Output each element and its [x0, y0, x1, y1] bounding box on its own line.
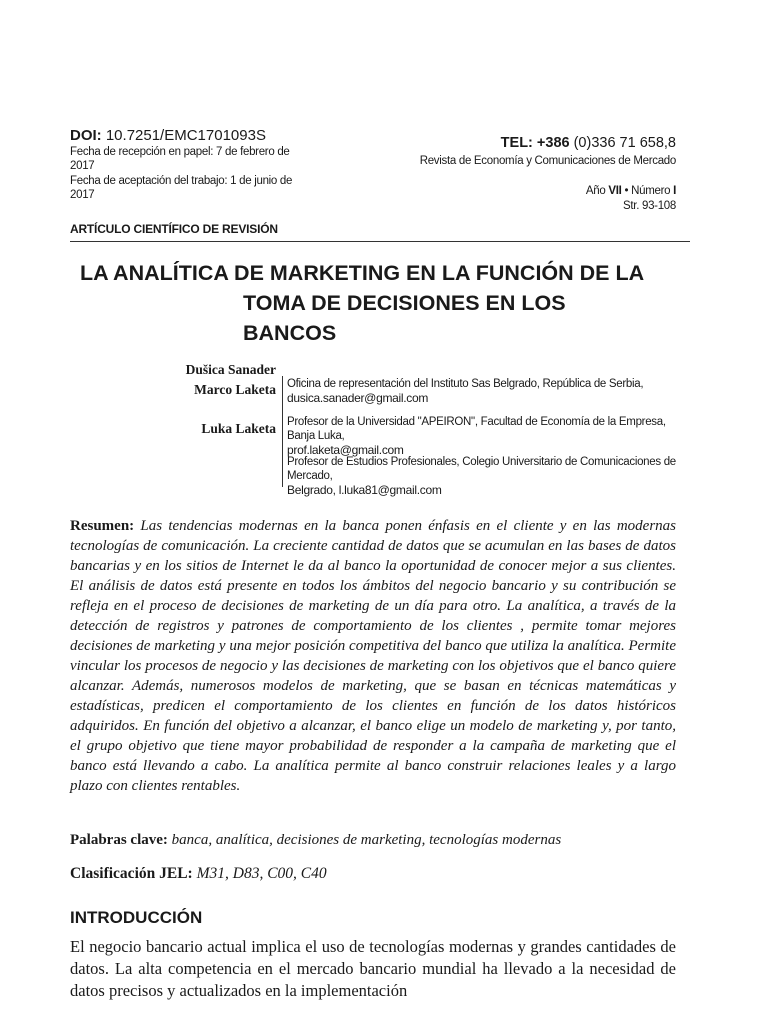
- paper-title: [80, 258, 720, 348]
- affiliation-text: Oficina de representación del Instituto Sas Belgrado, República de Serbia,: [287, 378, 644, 390]
- affiliation-email[interactable]: dusica.sanader@gmail.com: [287, 391, 429, 405]
- header-left: [70, 127, 300, 202]
- affiliation: [287, 377, 687, 405]
- keywords: [70, 830, 690, 850]
- section-heading: INTRODUCCIÓN: [70, 908, 203, 927]
- doi-value[interactable]: 10.7251/EMC1701093S: [101, 127, 266, 144]
- tel-line: [416, 135, 676, 152]
- accepted-date: Fecha de aceptación del trabajo: 1 de junio de 2017: [70, 175, 293, 201]
- issue-separator: •: [621, 185, 632, 197]
- issue-number-label: Número: [631, 185, 674, 197]
- header-right: [416, 135, 676, 213]
- title-line-1: LA ANALÍTICA DE MARKETING EN LA FUNCIÓN DE LA: [80, 261, 645, 285]
- abstract-label: Resumen:: [70, 518, 135, 534]
- keywords-label: Palabras clave:: [70, 832, 168, 848]
- affiliation-email[interactable]: prof.laketa@gmail.com: [287, 443, 404, 457]
- journal-name: Revista de Economía y Comunicaciones de Mercado: [419, 155, 676, 167]
- tel-label: TEL: +386: [500, 135, 570, 151]
- abstract: [70, 516, 676, 796]
- author-name: Luka Laketa: [201, 421, 276, 436]
- affiliation: [287, 415, 687, 457]
- received-date: Fecha de recepción en papel: 7 de febrero de 2017: [70, 146, 290, 172]
- header-divider: [70, 241, 690, 242]
- tel-value: (0)336 71 658,8: [569, 135, 676, 151]
- issue-number: I: [673, 185, 676, 197]
- jel-classification: [70, 864, 690, 884]
- affiliation-divider: [282, 376, 283, 487]
- jel-codes: M31, D83, C00, C40: [192, 865, 327, 882]
- affiliation: [287, 455, 687, 497]
- article-type: ARTÍCULO CIENTÍFICO DE REVISIÓN: [70, 222, 278, 236]
- title-line-2: TOMA DE DECISIONES EN LOS: [243, 291, 566, 315]
- issue-year: VII: [608, 185, 622, 197]
- affiliation-email[interactable]: Belgrado, l.luka81@gmail.com: [287, 483, 442, 497]
- author-name: Marco Laketa: [194, 382, 276, 397]
- doi-label: DOI:: [70, 127, 102, 144]
- issue-line: [416, 184, 676, 198]
- affiliation-text: Profesor de la Universidad "APEIRON", Facultad de Economía de la Empresa, Banja Luka,: [287, 416, 666, 442]
- affiliation-text: Profesor de Estudios Profesionales, Colegio Universitario de Comunicaciones de Mercado,: [287, 456, 676, 482]
- keywords-text: banca, analítica, decisiones de marketing, tecnologías modernas: [167, 832, 562, 848]
- issue-year-label: Año: [585, 185, 609, 197]
- abstract-text: Las tendencias modernas en la banca ponen énfasis en el cliente y en las modernas tecnologías de comunicación. La creciente cantidad de datos que se acumulan en las bases de datos bancarias y en los sitios de Internet le da al banco la oportunidad de conocer mejor a sus clientes. El análisis de datos está presente en todos los ámbitos del negocio bancario y su contribución se refleja en el proceso de decisiones de marketing de un día para otro. La analítica, a través de la detección de registros y patrones de comportamiento de los clientes , permite tomar mejores decisiones de marketing y una mejor posición competitiva del banco que utiliza la analítica. Permite vincular los procesos de negocio y las decisiones de marketing con los objetivos que el banco quiere alcanzar. Además, numerosos modelos de marketing, que se basan en técnicas matemáticas y estadísticas, predicen el comportamiento de los clientes en función de los datos históricos adquiridos. En función del objetivo a alcanzar, el banco elige un modelo de marketing y, por tanto, el grupo objetivo que tiene mayor probabilidad de responder a la campaña de marketing que el banco está llevando a cabo. La analítica permite al banco construir relaciones leales y a largo plazo con clientes rentables.: [70, 518, 676, 794]
- author-name: Dušica Sanader: [185, 362, 276, 377]
- jel-label: Clasificación JEL:: [70, 865, 193, 882]
- section-body: El negocio bancario actual implica el uso de tecnologías modernas y grandes cantidades de datos. La alta competencia en el mercado bancario mundial ha llevado a la necesidad de datos precisos y actualizados en la implementación: [70, 937, 676, 1000]
- page-range: Str. 93-108: [623, 200, 676, 212]
- doi-line: [70, 127, 300, 144]
- title-line-3: BANCOS: [243, 321, 337, 345]
